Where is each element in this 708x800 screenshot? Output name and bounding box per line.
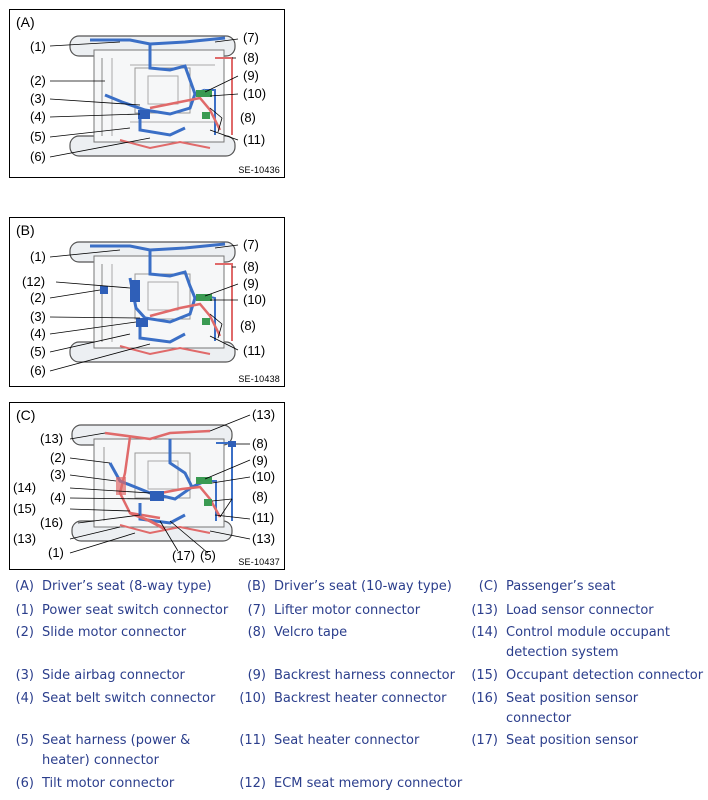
legend-text: ECM seat memory connector xyxy=(274,776,463,791)
legend-text: Tilt motor connector xyxy=(42,776,175,791)
legend-num: (15) xyxy=(471,668,498,683)
legend-num: (11) xyxy=(239,733,266,748)
callout: (8) xyxy=(240,318,256,333)
legend-num: (5) xyxy=(15,733,34,748)
callout: (10) xyxy=(243,292,267,307)
callout: (3) xyxy=(50,467,66,482)
callout: (4) xyxy=(50,490,66,505)
legend-text: Driver’s seat (10-way type) xyxy=(274,579,452,594)
legend-num: (8) xyxy=(247,625,266,640)
callout: (15) xyxy=(13,501,37,516)
legend-item xyxy=(232,774,467,794)
legend-item xyxy=(0,601,235,621)
legend-text: Seat position sensor xyxy=(506,733,639,748)
legend-item xyxy=(232,666,467,686)
legend-text: Lifter motor connector xyxy=(274,603,421,618)
callout: (7) xyxy=(243,30,259,45)
legend-text: Backrest heater connector xyxy=(274,691,447,706)
callout: (2) xyxy=(30,290,46,305)
legend-text: Backrest harness connector xyxy=(274,668,455,683)
callout: (5) xyxy=(200,548,216,563)
legend-item xyxy=(0,731,210,771)
callout: (1) xyxy=(30,39,46,54)
callout: (12) xyxy=(22,274,46,289)
legend-num: (14) xyxy=(471,625,498,640)
callout: (6) xyxy=(30,149,46,164)
legend-num: (4) xyxy=(15,691,34,706)
legend-item xyxy=(0,666,235,686)
legend-num: (A) xyxy=(14,579,34,594)
legend-item xyxy=(232,623,467,643)
callout: (7) xyxy=(243,237,259,252)
figure-letter: (C) xyxy=(16,407,36,423)
legend-item xyxy=(464,623,674,663)
legend-text: Seat belt switch connector xyxy=(42,691,216,706)
legend-item xyxy=(464,689,654,729)
legend-text: Load sensor connector xyxy=(506,603,654,618)
legend-item xyxy=(464,666,708,686)
callout: (13) xyxy=(40,431,64,446)
legend-num: (10) xyxy=(239,691,266,706)
legend-num: (6) xyxy=(15,776,34,791)
callout: (9) xyxy=(243,68,259,83)
callout: (11) xyxy=(243,132,266,147)
figure-code: SE-10436 xyxy=(238,165,280,175)
legend-text: Driver’s seat (8-way type) xyxy=(42,579,212,594)
callout: (13) xyxy=(252,531,276,546)
legend-item xyxy=(232,689,467,709)
callout: (11) xyxy=(243,343,266,358)
callout: (8) xyxy=(243,259,259,274)
legend-item xyxy=(232,577,467,597)
legend-text: Control module occupant detection system xyxy=(506,625,671,660)
legend-item xyxy=(0,623,235,643)
callout: (5) xyxy=(30,129,46,144)
legend-text: Seat position sensor connector xyxy=(506,691,639,726)
legend-num: (16) xyxy=(471,691,498,706)
callout: (8) xyxy=(252,436,268,451)
legend-num: (1) xyxy=(15,603,34,618)
callout: (3) xyxy=(30,309,46,324)
callout: (13) xyxy=(252,407,276,422)
callout: (1) xyxy=(48,545,64,560)
callout: (16) xyxy=(40,515,64,530)
legend-text: Slide motor connector xyxy=(42,625,187,640)
legend-num: (B) xyxy=(246,579,266,594)
callout: (6) xyxy=(30,363,46,378)
figure-b xyxy=(9,217,285,387)
legend-item xyxy=(0,689,235,709)
legend-item xyxy=(0,774,235,794)
legend-num: (3) xyxy=(15,668,34,683)
legend-item xyxy=(232,601,467,621)
figure-code: SE-10437 xyxy=(238,557,280,567)
callout: (17) xyxy=(172,548,196,563)
legend xyxy=(0,573,708,800)
legend-num: (7) xyxy=(247,603,266,618)
legend-text: Passenger’s seat xyxy=(506,579,616,594)
callout: (8) xyxy=(243,50,259,65)
figure-code: SE-10438 xyxy=(238,374,280,384)
legend-text: Occupant detection connector xyxy=(506,668,704,683)
callout: (10) xyxy=(243,86,267,101)
legend-item xyxy=(0,577,235,597)
legend-text: Velcro tape xyxy=(274,625,348,640)
legend-num: (2) xyxy=(15,625,34,640)
callout: (14) xyxy=(13,480,37,495)
callout: (8) xyxy=(252,489,268,504)
legend-text: Side airbag connector xyxy=(42,668,185,683)
callout: (1) xyxy=(30,249,46,264)
callout: (11) xyxy=(252,510,275,525)
callout: (8) xyxy=(240,110,256,125)
callout: (4) xyxy=(30,326,46,341)
callout: (3) xyxy=(30,91,46,106)
figure-c xyxy=(9,402,285,570)
callout: (4) xyxy=(30,109,46,124)
legend-text: Power seat switch connector xyxy=(42,603,229,618)
legend-num: (13) xyxy=(471,603,498,618)
legend-text: Seat heater connector xyxy=(274,733,420,748)
legend-num: (C) xyxy=(478,579,498,594)
legend-item xyxy=(232,731,467,751)
callout: (2) xyxy=(30,73,46,88)
callout: (9) xyxy=(252,453,268,468)
callout: (5) xyxy=(30,344,46,359)
figure-a xyxy=(9,9,285,178)
legend-item xyxy=(464,577,704,597)
callout: (13) xyxy=(13,531,37,546)
callout: (2) xyxy=(50,450,66,465)
figure-letter: (A) xyxy=(16,14,35,30)
callout: (10) xyxy=(252,469,276,484)
legend-num: (12) xyxy=(239,776,266,791)
legend-text: Seat harness (power & heater) connector xyxy=(42,733,191,768)
callout: (9) xyxy=(243,276,259,291)
legend-item xyxy=(464,601,704,621)
legend-item xyxy=(464,731,704,751)
legend-num: (9) xyxy=(247,668,266,683)
legend-num: (17) xyxy=(471,733,498,748)
figure-letter: (B) xyxy=(16,222,35,238)
